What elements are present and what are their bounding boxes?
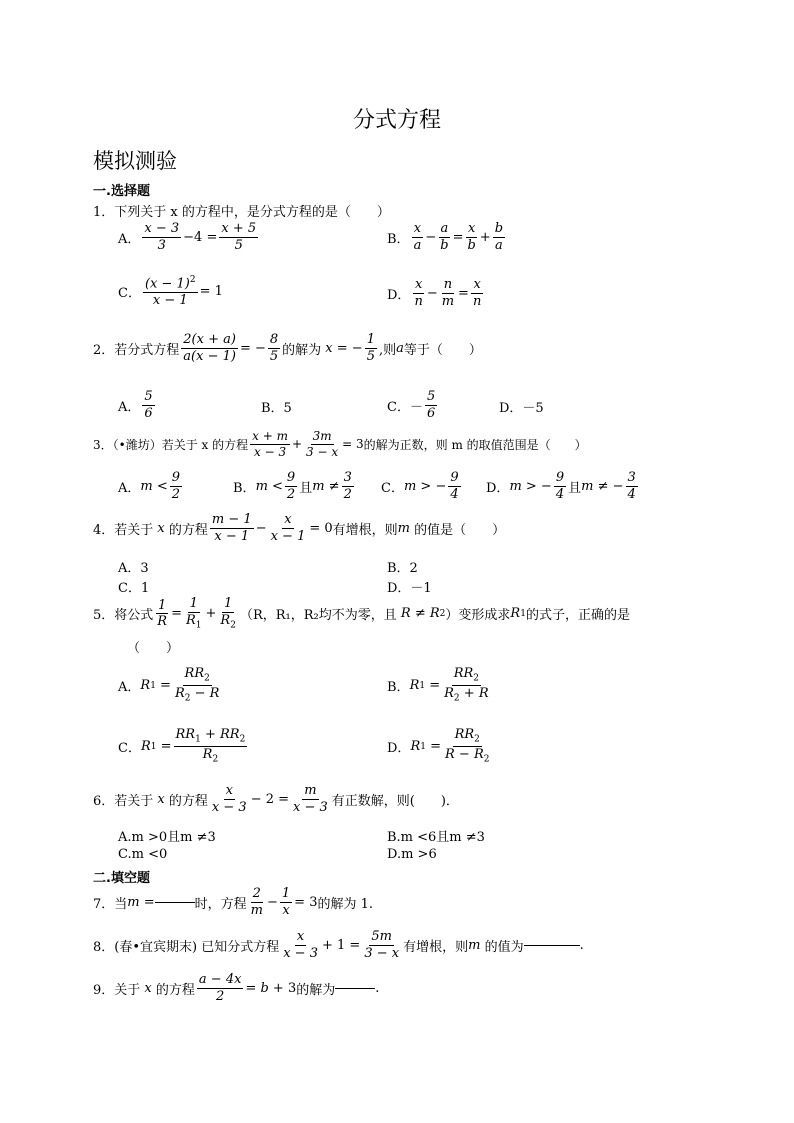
question-4-option-a: A．3: [118, 561, 149, 576]
question-4-option-d: D．－1: [387, 581, 432, 596]
question-1-option-b: B． $\frac{x}{a}$ − $\frac{a}{b}$ = $\frac{x}{b}$ + $\frac{b}{a}$: [387, 221, 504, 253]
question-2-option-a: A． $\frac{5}{6}$: [118, 389, 153, 421]
question-9-stem: 9．关于 x 的方程 $\frac{a - 4x}{2}$ = b + 3 的解为 .: [93, 972, 380, 1004]
question-4-option-b: B．2: [387, 561, 418, 576]
answer-blank[interactable]: [524, 945, 580, 946]
question-2-option-b: B．5: [261, 401, 292, 416]
answer-blank[interactable]: [155, 902, 195, 903]
question-6-stem: 6．若关于 x 的方程 $\frac{x}{x - 3}$ − 2 = $\frac{m}{x - 3}$ 有正数解，则( )．: [93, 783, 459, 815]
question-5-option-c: C． R 1 = $\frac{RR_1 + RR_2}{R_2}$: [118, 727, 246, 765]
question-5-stem: 5．将公式 $\frac{1}{R}$ = $\frac{1}{R_1}$ + $\frac{1}{R_2}$ （R，R₁，R₂均不为零，且 R ≠ R 2 ）变形成求 R 1 的式子，正确的是: [93, 596, 630, 631]
question-2-option-c: C．－ $\frac{5}{6}$: [387, 389, 436, 421]
question-1-option-a: A． $\frac{x - 3}{3}$ −4 = $\frac{x + 5}{5}$: [118, 221, 257, 253]
part-choice-heading: 一.选择题: [93, 184, 150, 199]
question-6-option-b: B.m <6且m ≠3: [387, 830, 485, 845]
question-3-option-c: C． m > − $\frac{9}{4}$: [381, 470, 459, 502]
question-2-stem: 2．若分式方程 $\frac{2(x + a)}{a(x - 1)}$ = − $\frac{8}{5}$ 的解为 x = − $\frac{1}{5}$ ,则 a 等于（ ）: [93, 332, 482, 364]
question-5-option-d: D． R 1 = $\frac{RR_2}{R - R_2}$: [387, 727, 490, 765]
question-1-stem: 1．下列关于 x 的方程中，是分式方程的是（ ）: [93, 205, 390, 220]
question-8-stem: 8．(春•宜宾期末) 已知分式方程 $\frac{x}{x - 3}$ + 1 = $\frac{5m}{3 - x}$ 有增根，则 m 的值为 .: [93, 929, 584, 961]
page-title: 分式方程: [352, 108, 441, 133]
question-2-option-d: D．－5: [499, 401, 544, 416]
question-3-option-d: D． m > − $\frac{9}{4}$ 且 m ≠ − $\frac{3}{4}$: [486, 470, 636, 502]
question-7-stem: 7．当 m = 时，方程 $\frac{2}{m}$ − $\frac{1}{x}$ = 3 的解为 1.: [93, 886, 374, 918]
question-4-option-c: C．1: [118, 581, 150, 596]
question-6-option-d: D.m >6: [387, 847, 437, 862]
part-fill-heading: 二.填空题: [93, 871, 150, 886]
question-5-option-a: A． R 1 = $\frac{RR_2}{R_2 - R}$: [118, 666, 220, 704]
question-3-stem: 3．（•潍坊）若关于 x 的方程 $\frac{x + m}{x - 3}$ + $\frac{3m}{3 - x}$ = 3 的解为正数，则 m 的取值范围是（ ）: [93, 429, 587, 459]
question-5-option-b: B． R 1 = $\frac{RR_2}{R_2 + R}$: [387, 666, 489, 704]
question-5-paren: （ ）: [127, 641, 180, 656]
section-heading: 模拟测验: [93, 149, 177, 173]
question-1-option-c: C． $\frac{(x - 1)^2}{x - 1}$ = 1: [118, 275, 223, 308]
question-6-option-c: C.m <0: [118, 847, 168, 862]
question-1-option-d: D． $\frac{x}{n}$ − $\frac{n}{m}$ = $\frac{x}{n}$: [387, 277, 482, 309]
question-3-option-b: B． m < $\frac{9}{2}$ 且 m ≠ $\frac{3}{2}$: [233, 470, 352, 502]
question-3-option-a: A． m < $\frac{9}{2}$: [118, 470, 181, 502]
answer-blank[interactable]: [335, 988, 375, 989]
question-6-option-a: A.m >0且m ≠3: [118, 830, 216, 845]
question-4-stem: 4．若关于 x 的方程 $\frac{m - 1}{x - 1}$ − $\frac{x}{x - 1}$ = 0 有增根，则 m 的值是（ ）: [93, 512, 506, 544]
